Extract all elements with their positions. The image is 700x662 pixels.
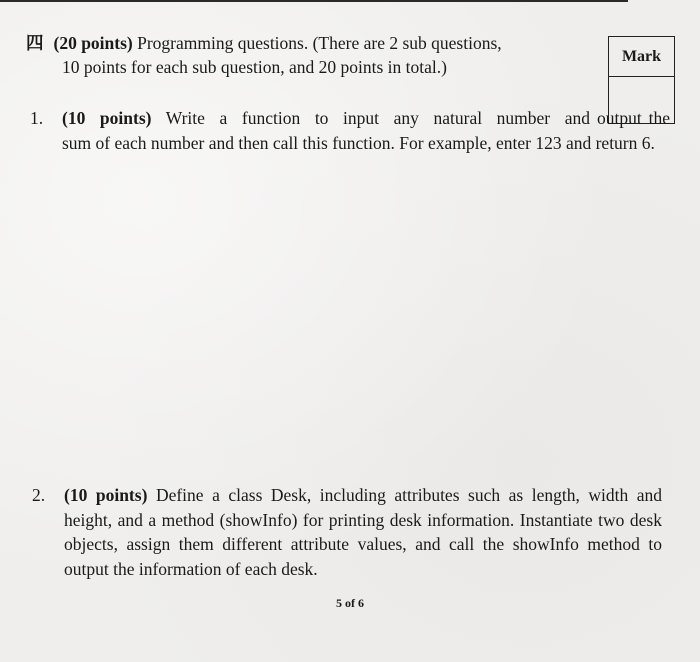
top-rule — [0, 0, 628, 2]
question-1-number: 1. — [30, 108, 44, 128]
mark-label: Mark — [609, 37, 674, 77]
section-points: (20 points) — [53, 33, 133, 53]
question-1 — [30, 106, 670, 155]
section-subtitle: 10 points for each sub question, and 20 points in total.) — [62, 57, 447, 77]
question-2-points: (10 points) — [64, 485, 148, 505]
section-header — [26, 31, 596, 79]
question-2-number: 2. — [32, 485, 46, 505]
question-1-points: (10 points) — [62, 108, 152, 128]
section-number: 四 — [26, 33, 44, 53]
question-1-first-line — [62, 106, 590, 131]
question-2 — [32, 483, 662, 581]
question-1-text-start: Write a function to input any natural number and — [165, 108, 591, 128]
question-2-text: Define a class Desk, including attributes such as length, width and height, and a method (showInfo) for printing desk information. Instantiate two desk objects, assign them different attribute values, and call the showInfo method to output the information of each desk. — [64, 485, 663, 579]
section-title: Programming questions. (There are 2 sub questions, — [137, 33, 502, 53]
question-1-text-rest: output the sum of each number and then call this function. For example, enter 123 and return 6. — [62, 108, 671, 153]
page-number: 5 of 6 — [336, 596, 364, 610]
